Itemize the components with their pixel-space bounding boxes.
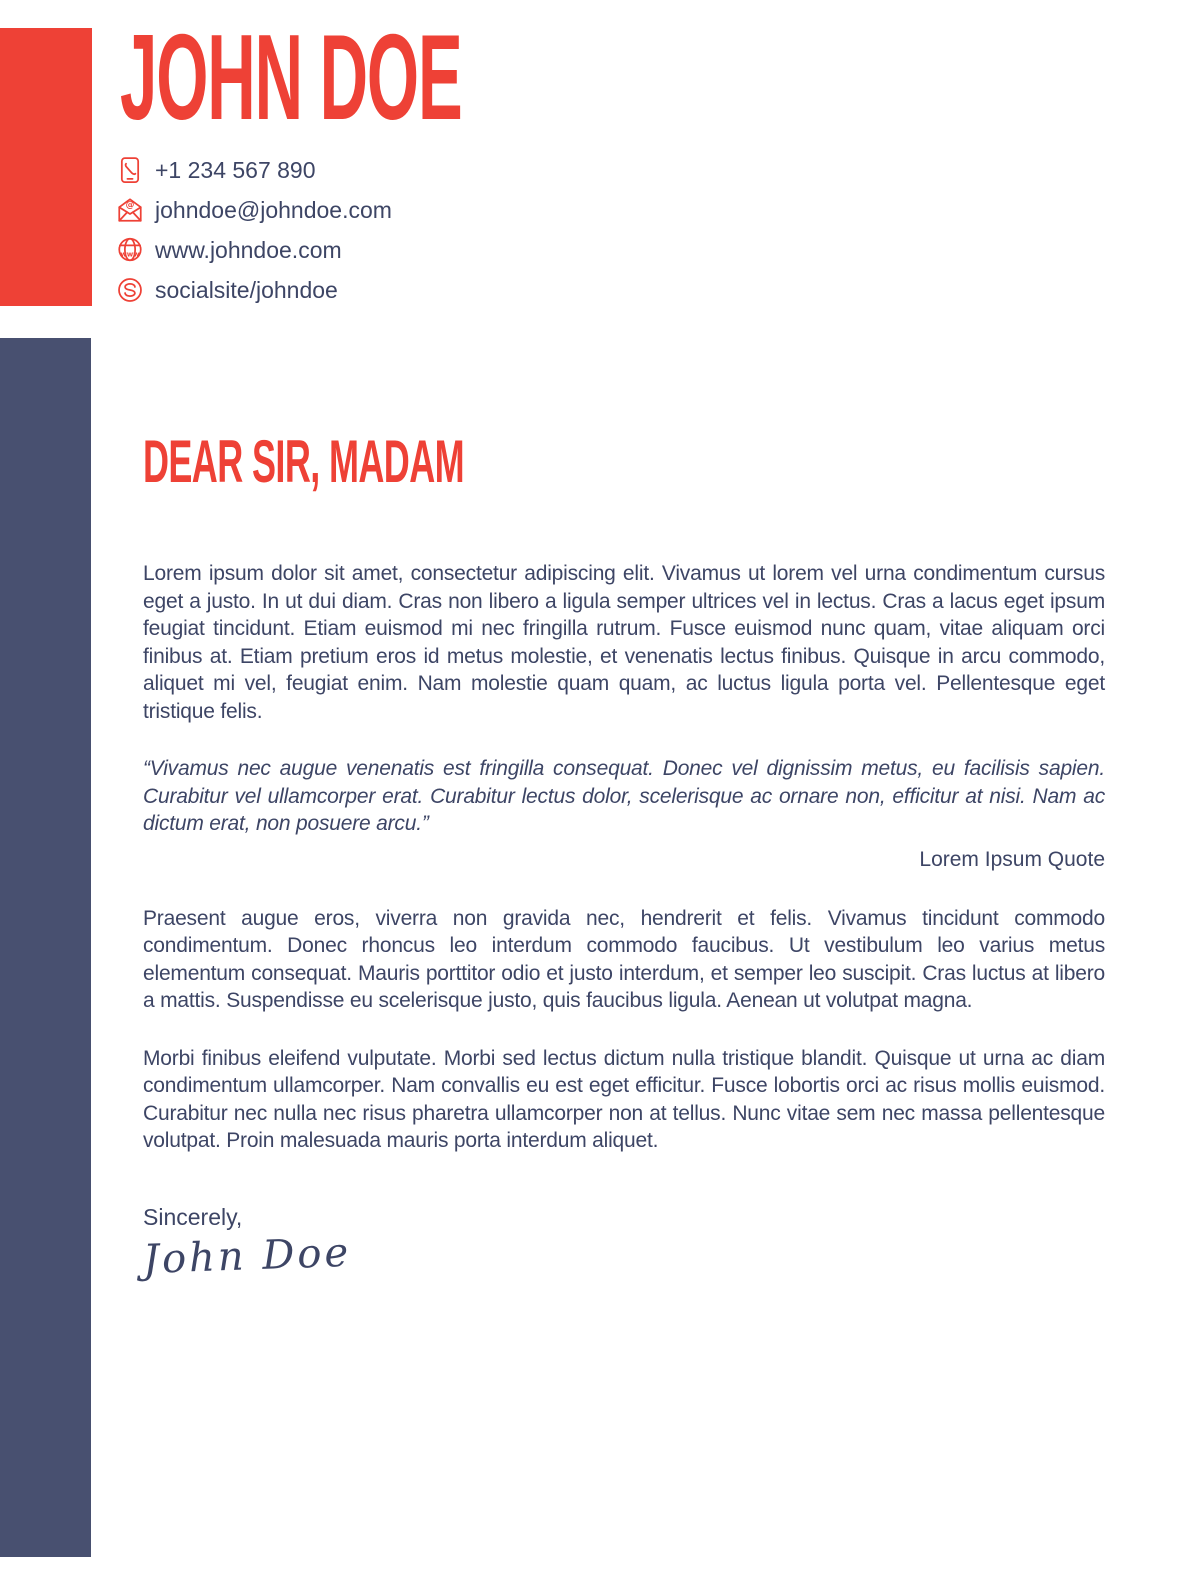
social-handle: socialsite/johndoe (155, 276, 338, 303)
letter-quote: “Vivamus nec augue venenatis est fringilla consequat. Donec vel dignissim metus, eu facilisis sapien. Curabitur vel ullamcorper erat. Curabitur lectus dolor, scelerisque ac ornare non, efficitur at nisi. Nam ac dictum erat, non posuere arcu.” (143, 757, 1105, 835)
email-icon (116, 196, 144, 224)
phone-icon (116, 156, 144, 184)
svg-text:www: www (120, 250, 140, 259)
phone-number: +1 234 567 890 (155, 156, 316, 183)
contact-info-block (116, 156, 392, 304)
contact-row-phone (116, 156, 392, 184)
letter-paragraph-3: Morbi finibus eleifend vulputate. Morbi sed lectus dictum nulla tristique blandit. Quisque ut urna ac diam condimentum ullamcorper. Nam convallis eu est eget efficitur. Fusce lobortis orci ac risus mollis euismod. Curabitur nec nulla nec risus pharetra ullamcorper non at tellus. Nunc vitae sem nec massa pellentesque volutpat. Proin malesuada mauris porta interdum aliquet. (143, 1046, 1105, 1152)
website-url: www.johndoe.com (155, 236, 342, 263)
quote-attribution: Lorem Ipsum Quote (919, 847, 1105, 871)
red-accent-bar (0, 28, 92, 306)
letter-paragraph-1: Lorem ipsum dolor sit amet, consectetur adipiscing elit. Vivamus ut lorem vel urna condimentum cursus eget a justo. In ut dui diam. Cras non libero a ligula semper ultrices vel in lectus. Cras a lacus eget ipsum feugiat tincidunt. Etiam euismod mi nec fringilla rutrum. Fusce euismod nunc quam, vitae aliquam orci finibus at. Etiam pretium eros id metus molestie, et venenatis lectus finibus. Quisque in arcu commodo, aliquet mi vel, feugiat enim. Nam molestie quam quam, ac luctus ligula porta vel. Pellentesque eget tristique felis. (143, 562, 1105, 723)
signature-text: John Doe (142, 1229, 352, 1283)
website-icon (116, 236, 144, 264)
email-address: johndoe@johndoe.com (155, 196, 392, 223)
contact-row-social (116, 276, 392, 304)
svg-text:@: @ (125, 200, 135, 211)
page-title: JOHN DOE (120, 9, 462, 145)
closing-line: Sincerely, (143, 1203, 243, 1230)
social-icon (116, 276, 144, 304)
letter-body (142, 428, 1105, 1285)
contact-row-email (116, 196, 392, 224)
navy-accent-bar (0, 338, 91, 1557)
salutation-heading: DEAR SIR, MADAM (143, 428, 464, 495)
letter-paragraph-2: Praesent augue eros, viverra non gravida nec, hendrerit et felis. Vivamus tincidunt commodo condimentum. Donec rhoncus leo interdum commodo faucibus. Ut vestibulum leo varius metus elementum consequat. Mauris porttitor odio et justo interdum, et semper leo suscipit. Cras luctus at libero a mattis. Suspendisse eu scelerisque justo, quis faucibus ligula. Aenean ut volutpat magna. (143, 906, 1105, 1012)
contact-row-website (116, 236, 392, 264)
